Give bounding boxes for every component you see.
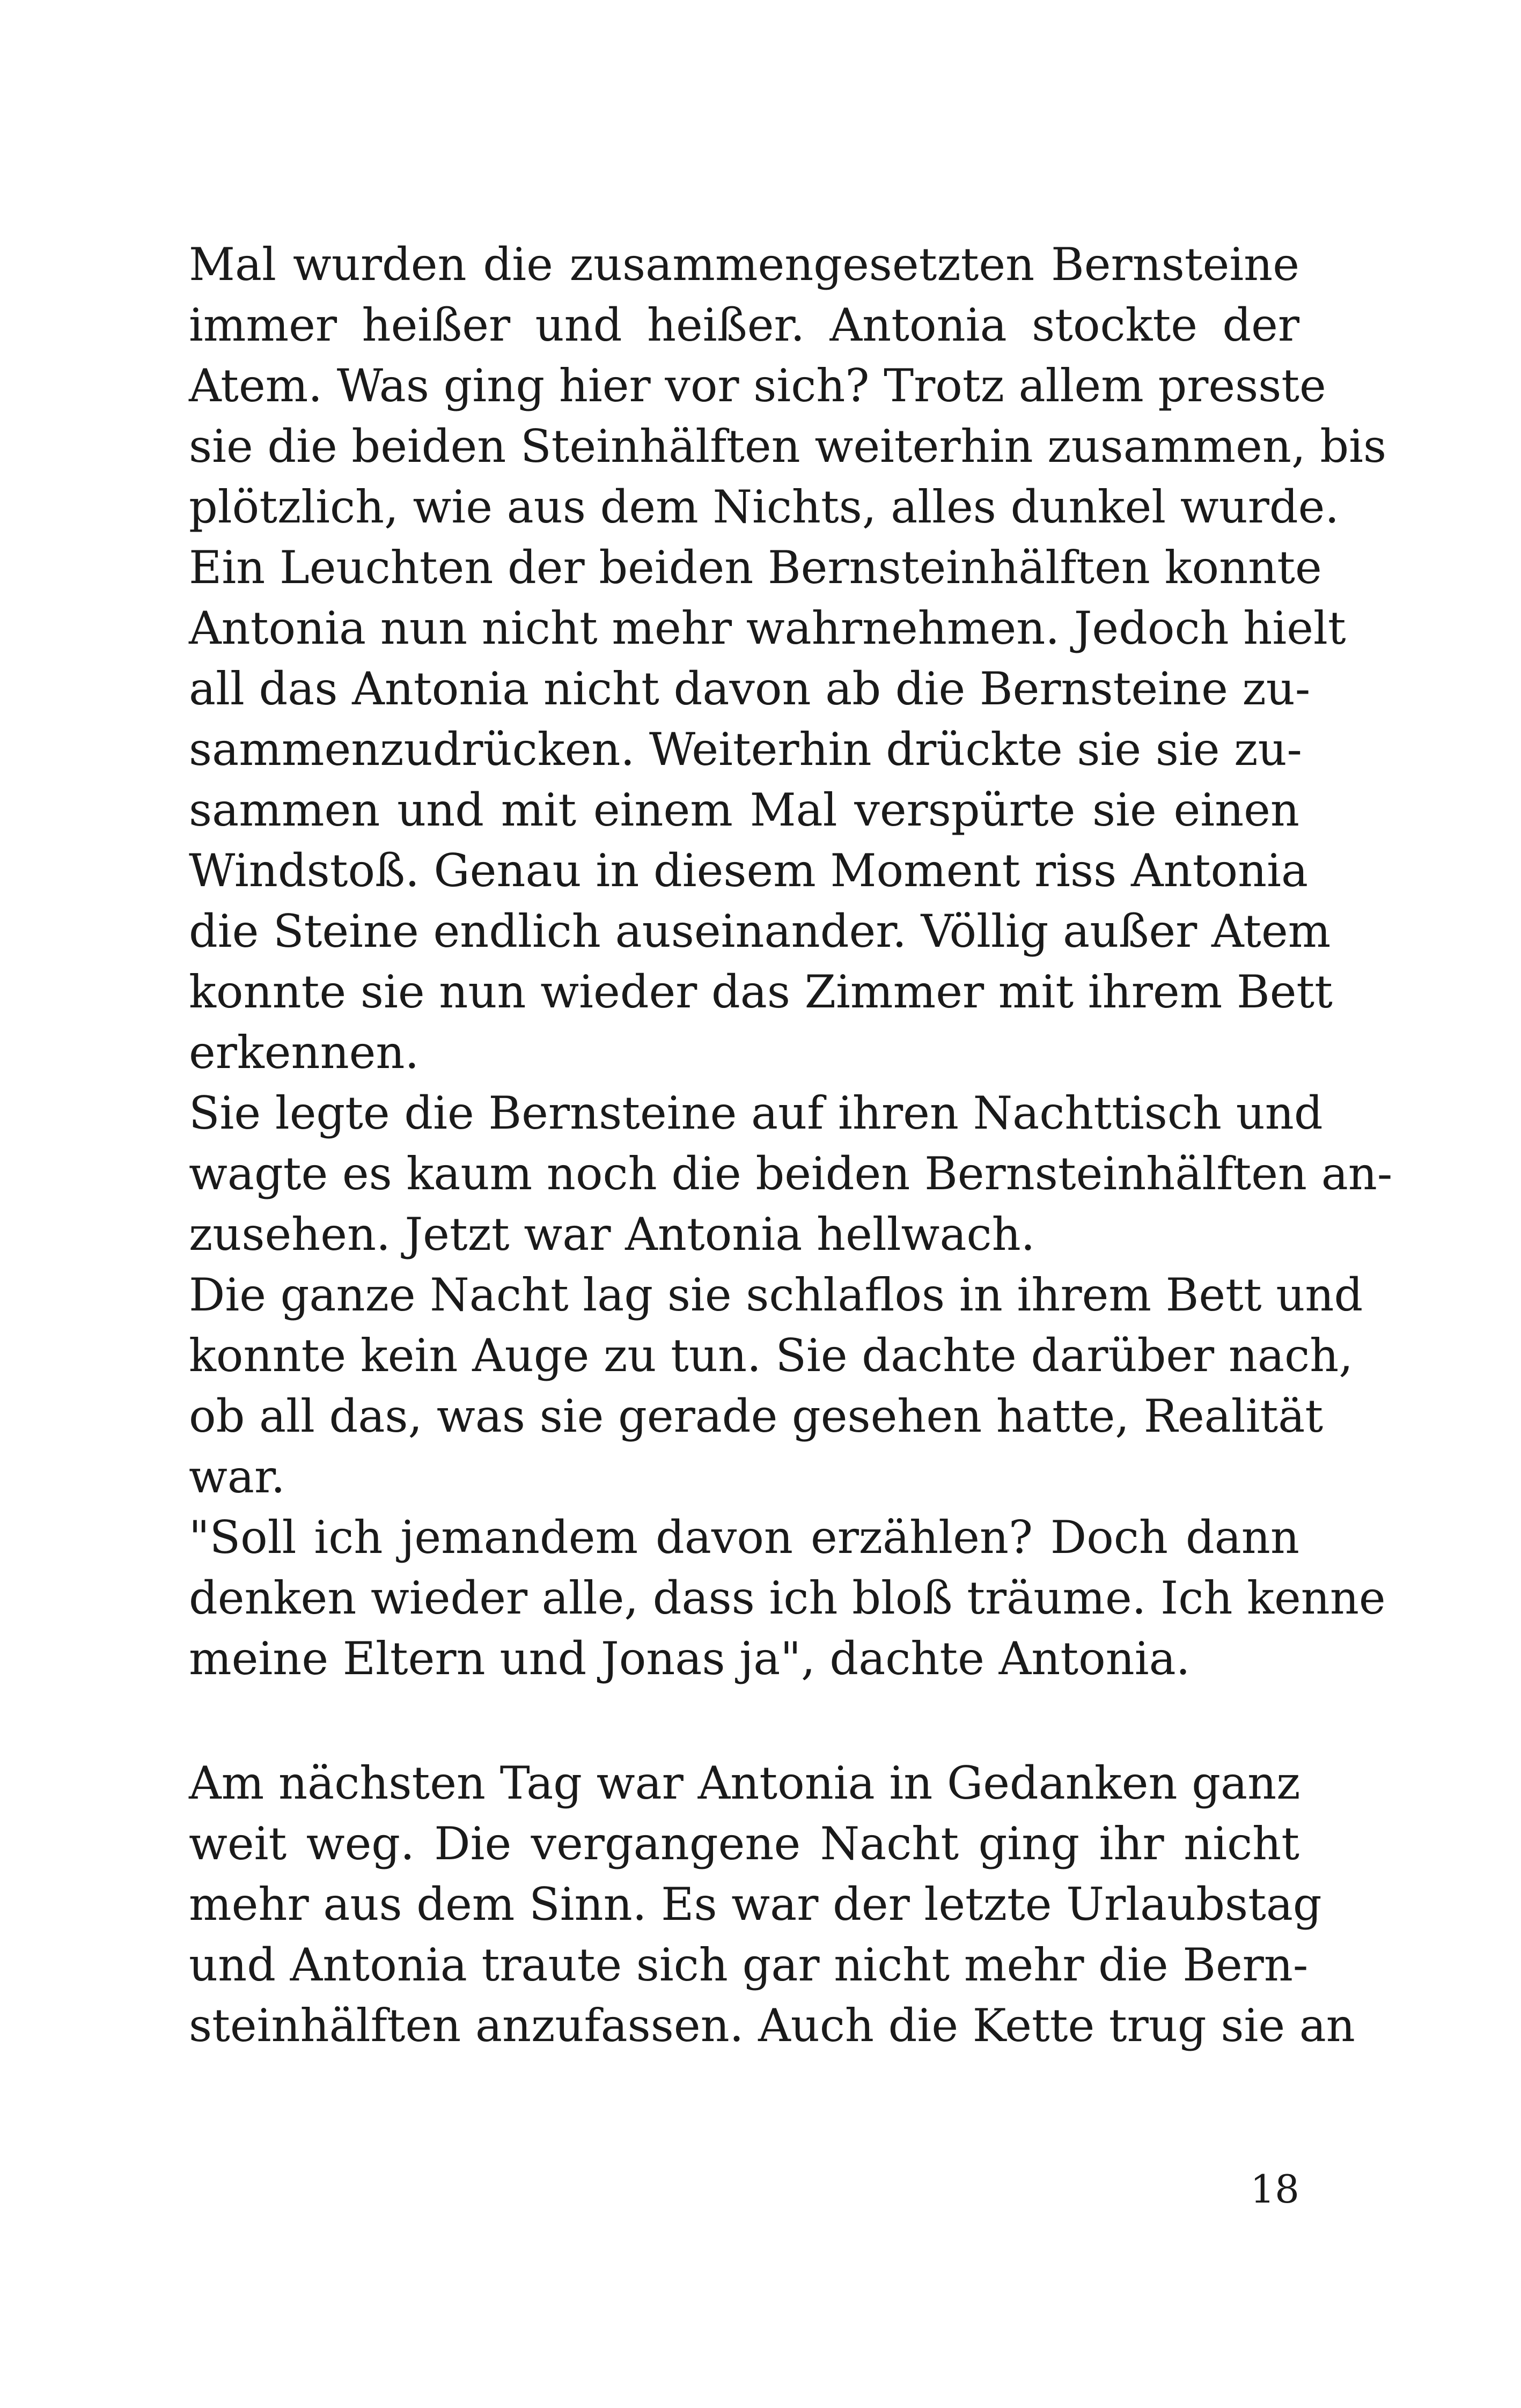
paragraph-5 <box>189 1753 1355 2056</box>
text-line: weit weg. Die vergangene Nacht ging ihr nicht <box>189 1817 1299 1870</box>
text-line: sammenzudrücken. Weiterhin drückte sie sie zu- <box>189 723 1302 776</box>
text-line: "Soll ich jemandem davon erzählen? Doch dann <box>189 1511 1299 1564</box>
text-line: sammen und mit einem Mal verspürte sie einen <box>189 784 1299 836</box>
text-line: ob all das, was sie gerade gesehen hatte, Realität <box>189 1390 1324 1442</box>
text-line: mehr aus dem Sinn. Es war der letzte Urlaubstag <box>189 1878 1322 1931</box>
text-line: Antonia nun nicht mehr wahrnehmen. Jedoch hielt <box>189 602 1346 654</box>
text-line: plötzlich, wie aus dem Nichts, alles dunkel wurde. <box>189 481 1340 533</box>
text-line: sie die beiden Steinhälften weiterhin zusammen, bis <box>189 420 1387 473</box>
text-line: Windstoß. Genau in diesem Moment riss Antonia <box>189 844 1309 897</box>
text-block-upper <box>189 234 1393 1689</box>
page-number: 18 <box>1250 2167 1299 2212</box>
text-line: denken wieder alle, dass ich bloß träume. Ich kenne <box>189 1572 1386 1624</box>
paragraph-1 <box>189 234 1387 1083</box>
text-line: Sie legte die Bernsteine auf ihren Nachttisch und <box>189 1087 1323 1139</box>
text-line: Mal wurden die zusammengesetzten Bernsteine <box>189 238 1299 291</box>
text-line: konnte kein Auge zu tun. Sie dachte darüber nach, <box>189 1329 1353 1382</box>
text-line: zusehen. Jetzt war Antonia hellwach. <box>189 1208 1035 1261</box>
text-block-lower <box>189 1753 1355 2056</box>
text-line: Ein Leuchten der beiden Bernsteinhälften konnte <box>189 541 1322 594</box>
text-line: und Antonia traute sich gar nicht mehr die Bern- <box>189 1939 1309 1991</box>
text-line: Atem. Was ging hier vor sich? Trotz allem presste <box>189 359 1326 412</box>
text-line: wagte es kaum noch die beiden Bernsteinhälften an- <box>189 1147 1393 1200</box>
text-line: all das Antonia nicht davon ab die Bernsteine zu- <box>189 662 1311 715</box>
paragraph-4 <box>189 1507 1386 1689</box>
text-line: die Steine endlich auseinander. Völlig außer Atem <box>189 905 1331 958</box>
text-line: war. <box>189 1450 285 1503</box>
text-line: steinhälften anzufassen. Auch die Kette trug sie an <box>189 1999 1355 2052</box>
paragraph-2 <box>189 1083 1393 1265</box>
text-line: meine Eltern und Jonas ja", dachte Antonia. <box>189 1632 1191 1685</box>
text-line: immer heißer und heißer. Antonia stockte der <box>189 299 1299 351</box>
text-line: erkennen. <box>189 1026 420 1079</box>
text-line: Am nächsten Tag war Antonia in Gedanken ganz <box>189 1757 1300 1809</box>
paragraph-3 <box>189 1265 1363 1507</box>
text-line: Die ganze Nacht lag sie schlaflos in ihrem Bett und <box>189 1269 1363 1321</box>
text-line: konnte sie nun wieder das Zimmer mit ihrem Bett <box>189 966 1333 1018</box>
